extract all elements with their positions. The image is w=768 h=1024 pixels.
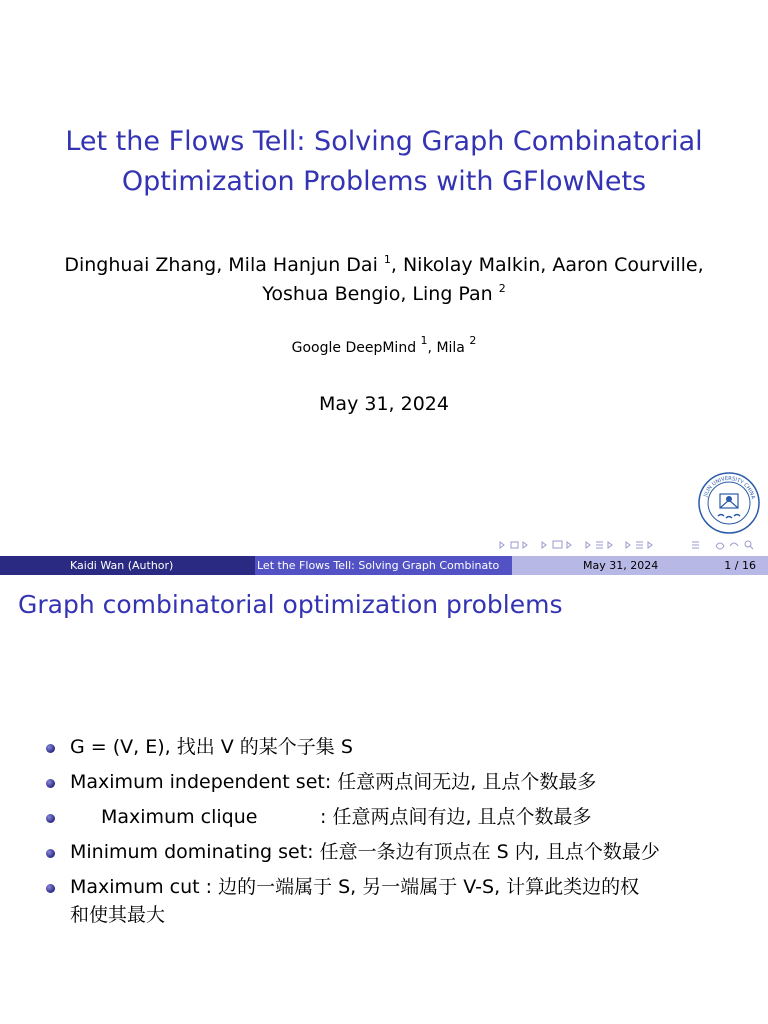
authors-line-2 — [30, 280, 738, 309]
footer-title: Let the Flows Tell: Solving Graph Combinato — [255, 556, 512, 575]
nav-align-icon[interactable] — [692, 542, 699, 548]
nav-back-icon[interactable] — [716, 543, 724, 549]
nav-left-icon[interactable] — [586, 542, 590, 548]
nav-forward-icon[interactable] — [730, 543, 738, 546]
title-line-1: Let the Flows Tell: Solving Graph Combinatorial — [65, 126, 703, 157]
authors-text: Dinghuai Zhang, Mila Hanjun Dai — [64, 254, 384, 276]
affil-marker: 1 — [383, 253, 391, 266]
nav-left-icon[interactable] — [626, 542, 630, 548]
affil-text: , Mila — [427, 340, 470, 356]
list-item: Maximum clique — [101, 806, 258, 828]
nav-section-icon[interactable] — [636, 542, 643, 548]
affil-marker: 2 — [469, 334, 477, 347]
list-item: Minimum dominating set: 任意一条边有顶点在 S 内, 且点个数最少 — [70, 841, 660, 863]
authors — [30, 251, 738, 309]
authors-line-1 — [30, 251, 738, 280]
bullet-icon — [46, 884, 55, 893]
nav-right-icon[interactable] — [567, 542, 571, 548]
affil-marker: 2 — [498, 282, 506, 295]
frame-title: Graph combinatorial optimization problems — [18, 590, 563, 619]
list-item-continuation: 和使其最大 — [70, 904, 166, 926]
affiliations — [0, 334, 768, 356]
title-line-2: Optimization Problems with GFlowNets — [121, 166, 647, 197]
nav-frame-icon[interactable] — [553, 541, 562, 548]
bullet-icon — [46, 744, 55, 753]
presentation-date: May 31, 2024 — [319, 393, 449, 415]
affil-marker: 1 — [420, 334, 428, 347]
list-item-description: : 任意两点间有边, 且点个数最多 — [320, 806, 592, 828]
list-item: G = (V, E), 找出 V 的某个子集 S — [70, 736, 353, 758]
footer-date: May 31, 2024 — [583, 559, 659, 572]
presentation-title — [40, 122, 728, 202]
slide-footer — [0, 556, 768, 575]
navigation-symbols — [480, 538, 765, 552]
bullet-icon — [46, 779, 55, 788]
footer-date-page — [512, 556, 768, 575]
nav-right-icon[interactable] — [608, 542, 612, 548]
nav-right-icon[interactable] — [648, 542, 652, 548]
bullet-icon — [46, 849, 55, 858]
nav-subsection-icon[interactable] — [596, 542, 603, 548]
nav-frame-icon[interactable] — [511, 542, 518, 548]
nav-left-icon[interactable] — [542, 542, 546, 548]
bullet-icon — [46, 814, 55, 823]
list-item: Maximum independent set: 任意两点间无边, 且点个数最多 — [70, 771, 597, 793]
list-item: Maximum cut : 边的一端属于 S, 另一端属于 V-S, 计算此类边的权 — [70, 876, 640, 898]
nav-right-icon[interactable] — [523, 542, 527, 548]
authors-text: Yoshua Bengio, Ling Pan — [262, 283, 499, 305]
university-seal-icon — [698, 472, 760, 534]
authors-text: , Nikolay Malkin, Aaron Courville, — [390, 254, 704, 276]
footer-author: Kaidi Wan (Author) — [0, 556, 255, 575]
seal-lettering: JILIN UNIVERSITY CHINA — [702, 475, 756, 500]
affil-text: Google DeepMind — [291, 340, 421, 356]
footer-page-number: 1 / 16 — [724, 559, 756, 572]
nav-left-icon[interactable] — [500, 542, 504, 548]
